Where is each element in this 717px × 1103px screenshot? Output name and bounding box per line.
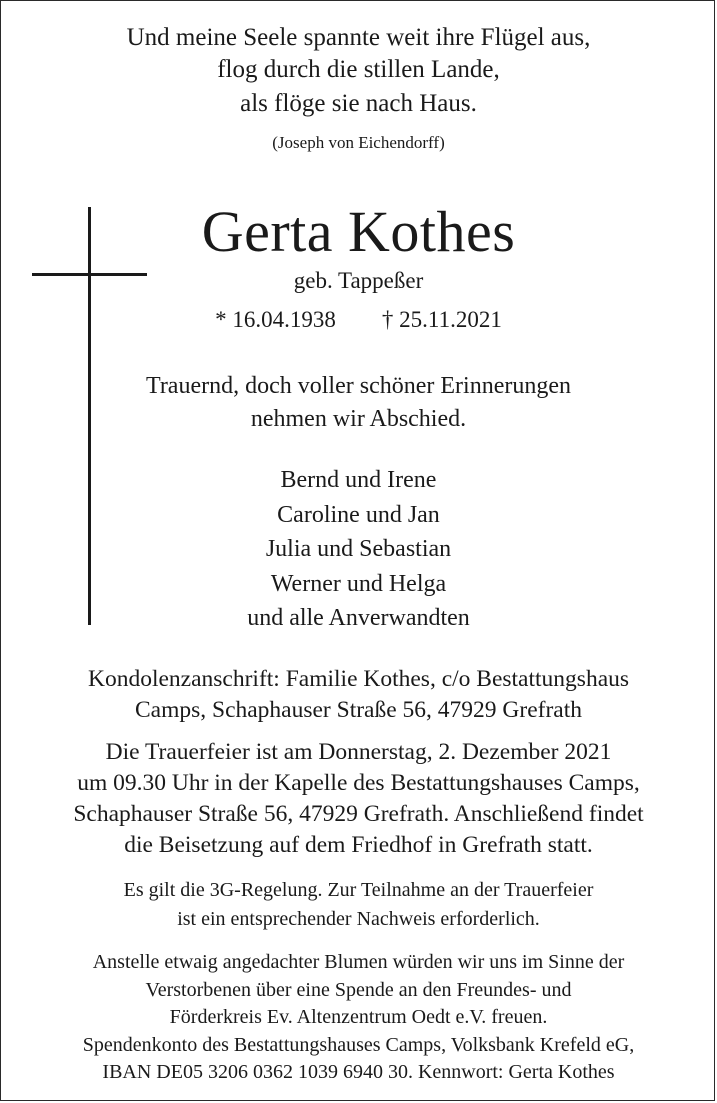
farewell-text xyxy=(0,370,717,436)
funeral-line: Die Trauerfeier ist am Donnerstag, 2. Dezember 2021 xyxy=(105,739,612,765)
poem xyxy=(0,22,717,120)
mourners-list xyxy=(0,463,717,636)
death-date: † 25.11.2021 xyxy=(381,307,502,332)
farewell-line: Trauernd, doch voller schöner Erinnerungen xyxy=(146,373,571,399)
birth-date: * 16.04.1938 xyxy=(215,307,336,332)
mourner: Bernd und Irene xyxy=(280,467,437,493)
mourner: Julia und Sebastian xyxy=(265,536,452,562)
donation-line: Förderkreis Ev. Altenzentrum Oedt e.V. freuen. xyxy=(169,1006,548,1028)
mourner: Werner und Helga xyxy=(270,570,447,597)
condolence-address xyxy=(0,664,717,726)
farewell-line: nehmen wir Abschied. xyxy=(250,406,467,432)
funeral-info xyxy=(0,737,717,861)
poem-line: als flöge sie nach Haus. xyxy=(240,90,477,117)
maiden-name: geb. Tappeßer xyxy=(293,268,424,293)
poem-line: Und meine Seele spannte weit ihre Flügel aus, xyxy=(126,24,591,51)
funeral-line: Schaphauser Straße 56, 47929 Grefrath. Anschließend findet xyxy=(73,801,644,827)
covid-rules xyxy=(0,876,717,934)
mourner: und alle Anverwandten xyxy=(247,605,470,631)
donation-line: Verstorbenen über eine Spende an den Freundes- und xyxy=(145,978,572,1001)
condolence-line: Camps, Schaphauser Straße 56, 47929 Grefrath xyxy=(134,697,583,723)
deceased-name: Gerta Kothes xyxy=(201,199,516,264)
rules-line: ist ein entsprechender Nachweis erforderlich. xyxy=(177,908,540,930)
condolence-line: Kondolenzanschrift: Familie Kothes, c/o Bestattungshaus xyxy=(87,666,630,692)
life-dates xyxy=(0,305,717,335)
mourner: Caroline und Jan xyxy=(277,501,440,528)
donation-line: Anstelle etwaig angedachter Blumen würden wir uns im Sinne der xyxy=(92,951,625,973)
poem-attribution: (Joseph von Eichendorff) xyxy=(272,133,445,152)
donation-line: Spendenkonto des Bestattungshauses Camps, Volksbank Krefeld eG, xyxy=(82,1033,635,1056)
donation-line: IBAN DE05 3206 0362 1039 6940 30. Kennwort: Gerta Kothes xyxy=(102,1061,615,1083)
donation-info xyxy=(0,949,717,1087)
funeral-line: die Beisetzung auf dem Friedhof in Grefrath statt. xyxy=(124,832,593,858)
rules-line: Es gilt die 3G-Regelung. Zur Teilnahme an der Trauerfeier xyxy=(123,879,594,901)
funeral-line: um 09.30 Uhr in der Kapelle des Bestattungshauses Camps, xyxy=(77,770,640,796)
poem-line: flog durch die stillen Lande, xyxy=(217,56,500,83)
